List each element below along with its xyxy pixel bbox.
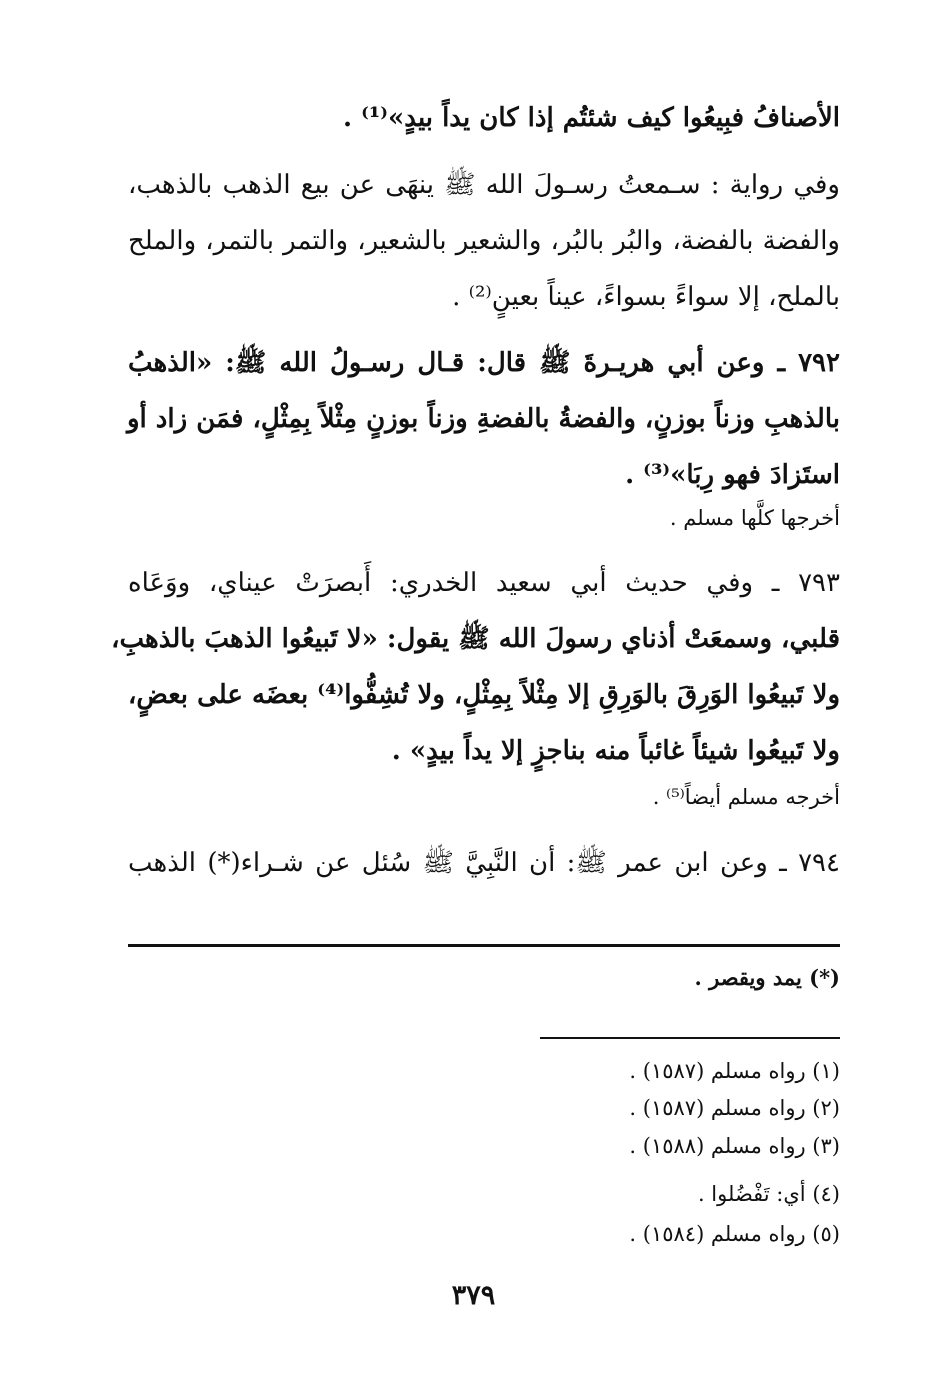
- text-line-1: الأصنافُ فبِيعُوا كيف شئتُم إذا كان يداً بيدٍ»⁽¹⁾ .: [343, 103, 840, 133]
- hadith-792-line-3: استَزادَ فهو رِبَا»⁽³⁾ .: [625, 460, 840, 490]
- text-line-3: والفضة بالفضة، والبُر بالبُر، والشعير بالشعير، والتمر بالتمر، والملح: [128, 226, 840, 256]
- text-line-4: بالملح، إلا سواءً بسواءً، عيناً بعينٍ⁽²⁾ .: [452, 282, 840, 312]
- hadith-794-line-1: ٧٩٤ ـ وعن ابن عمر ﷺ: أن النَّبِيَّ ﷺ سُئل عن شـراء(*) الذهب: [128, 848, 840, 878]
- hadith-793-line-1: ٧٩٣ ـ وفي حديث أبي سعيد الخدري: أَبصرَتْ عيناي، ووَعَاه: [128, 568, 840, 598]
- hadith-792-line-1: ٧٩٢ ـ وعن أبي هريـرةَ ﷺ قال: قـال رسـولُ الله ﷺ: «الذهبُ: [128, 348, 840, 378]
- star-footnote: (*) يمد ويقصر .: [694, 965, 840, 990]
- footnote-3: (٣) رواه مسلم (١٥٨٨) .: [629, 1134, 840, 1158]
- attribution-muslim-also: أخرجه مسلم أيضاً⁽⁵⁾ .: [652, 785, 840, 809]
- page-number: ٣٧٩: [451, 1280, 496, 1311]
- footnote-divider: [540, 1037, 840, 1039]
- hadith-793-line-3: ولا تَبيعُوا الوَرِقَ بالوَرِقِ إلا مِثْلاً بِمِثْلٍ، ولا تُشِفُّوا⁽⁴⁾ بعضَه على بعضٍ،: [128, 680, 841, 710]
- footnote-5: (٥) رواه مسلم (١٥٨٤) .: [629, 1222, 840, 1246]
- hadith-792-line-2: بالذهبِ وزناً بوزنٍ، والفضةُ بالفضةِ وزناً بوزنٍ مِثْلاً بِمِثْلٍ، فمَن زاد أو: [126, 404, 840, 434]
- footnote-2: (٢) رواه مسلم (١٥٨٧) .: [629, 1096, 840, 1120]
- footnote-1: (١) رواه مسلم (١٥٨٧) .: [629, 1059, 840, 1083]
- hadith-793-line-4: ولا تَبيعُوا شيئاً غائباً منه بناجزٍ إلا يداً بيدٍ» .: [391, 736, 840, 766]
- footnote-separator: [128, 944, 840, 947]
- text-line-2: وفي رواية : سـمعتُ رسـولَ الله ﷺ ينهَى عن بيع الذهب بالذهب،: [128, 170, 840, 200]
- hadith-793-line-2: قلبي، وسمعَتْ أذناي رسولَ الله ﷺ يقول: «لا تَبيعُوا الذهبَ بالذهبِ،: [111, 624, 840, 654]
- attribution-muslim: أخرجها كلَّها مسلم .: [669, 506, 840, 530]
- footnote-4: (٤) أي: تَفْضُلوا .: [697, 1182, 840, 1206]
